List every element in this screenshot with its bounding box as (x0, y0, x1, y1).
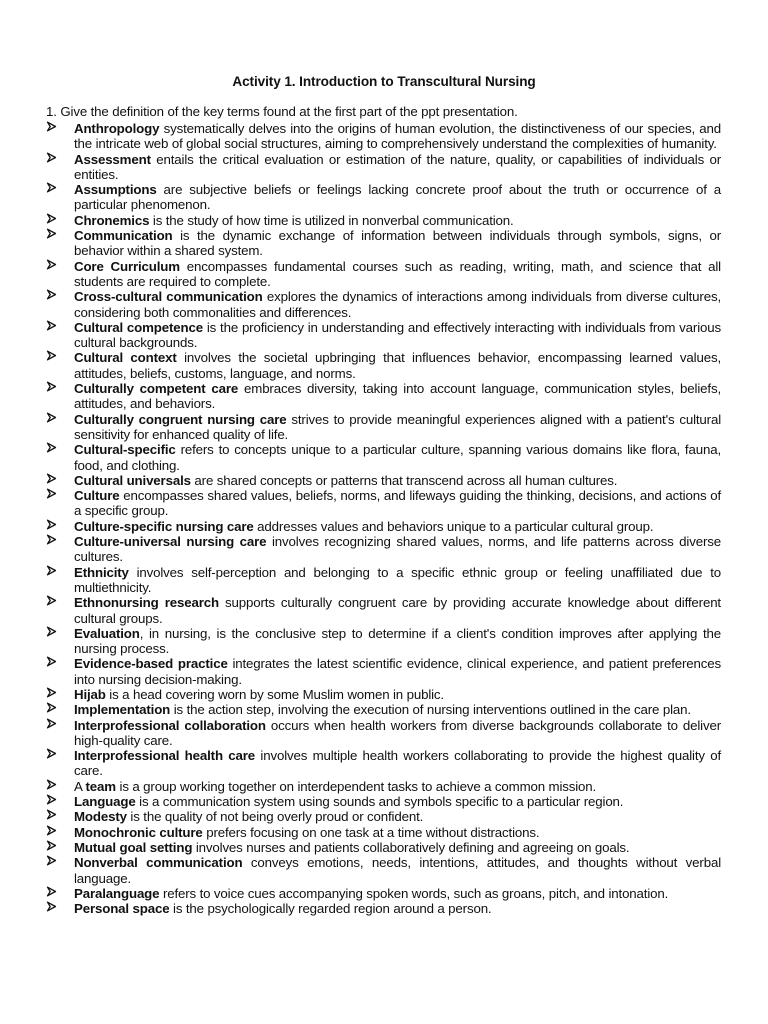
arrowhead-bullet-icon (46, 473, 60, 488)
arrowhead-bullet-icon (46, 825, 60, 840)
term-name: Evaluation (74, 625, 140, 641)
term-definition-text: are shared concepts or patterns that transcend across all human cultures. (190, 472, 618, 488)
term-name: Ethnicity (74, 564, 129, 580)
arrowhead-bullet-icon (46, 289, 60, 304)
term-definition-item (46, 412, 721, 443)
term-definition-item (46, 779, 721, 794)
term-definition-text: involves multiple health workers collaborating to provide the highest quality of care. (74, 748, 721, 779)
term-name: Anthropology (74, 121, 160, 136)
term-name: Modesty (74, 809, 127, 825)
term-definition-item (46, 626, 721, 657)
term-lead-text: A (74, 778, 86, 794)
term-definition-item (46, 595, 721, 626)
arrowhead-bullet-icon (46, 228, 60, 243)
term-definition-text: refers to concepts unique to a particular culture, spanning various domains like flora, fauna, food, and clothing. (74, 442, 721, 473)
document-title: Activity 1. Introduction to Transcultural Nursing (232, 74, 536, 89)
term-name: Cross-cultural communication (74, 289, 263, 305)
term-name: Ethnonursing research (74, 595, 219, 611)
term-name: Cultural-specific (74, 442, 176, 458)
term-definition-item (46, 855, 721, 886)
term-name: Evidence-based practice (74, 656, 228, 672)
term-definition-text: is the quality of not being overly proud or confident. (126, 809, 424, 825)
term-name: Communication (74, 228, 173, 244)
arrowhead-bullet-icon (46, 213, 60, 228)
term-definition-item (46, 809, 721, 824)
arrowhead-bullet-icon (46, 748, 60, 763)
arrowhead-bullet-icon (46, 718, 60, 733)
term-name: Mutual goal setting (74, 839, 193, 855)
term-definition-text: is a head covering worn by some Muslim women in public. (105, 686, 444, 702)
term-definition-item (46, 534, 721, 565)
term-definition-text: entails the critical evaluation or estimation of the nature, quality, or capabilities of individuals or entities. (74, 151, 721, 182)
term-definition-text: involves recognizing shared values, norms, and life patterns across diverse cultures. (74, 534, 721, 565)
term-name: team (85, 778, 116, 794)
term-name: Paralanguage (74, 885, 160, 901)
term-name: Nonverbal communication (74, 855, 243, 871)
arrowhead-bullet-icon (46, 488, 60, 503)
term-name: Culture (74, 488, 120, 504)
term-definition-text: is the proficiency in understanding and effectively interacting with individuals from various cultural backgrounds. (74, 319, 721, 351)
term-name: Assumptions (74, 182, 157, 198)
term-definition-text: is the psychologically regarded region around a person. (169, 901, 492, 917)
term-definition-item (46, 702, 721, 717)
term-name: Cultural competence (74, 319, 203, 335)
term-definition-text: is a group working together on interdependent tasks to achieve a common mission. (115, 778, 597, 794)
term-name: Assessment (74, 151, 151, 167)
term-name: Cultural context (74, 350, 177, 366)
arrowhead-bullet-icon (46, 794, 60, 809)
term-definition-text: is a communication system using sounds and symbols specific to a particular region. (135, 794, 624, 810)
term-name: Chronemics (74, 212, 150, 228)
term-definition-text: involves the societal upbringing that influences behavior, encompassing learned values, attitudes, beliefs, customs, language, and norms. (74, 350, 721, 381)
arrowhead-bullet-icon (46, 519, 60, 534)
term-name: Monochronic culture (74, 824, 203, 840)
term-definition-item (46, 886, 721, 901)
arrowhead-bullet-icon (46, 687, 60, 702)
term-definition-text: involves self-perception and belonging to a specific ethnic group or feeling unaffiliated due to multiethnicity. (74, 564, 721, 595)
arrowhead-bullet-icon (46, 182, 60, 197)
term-definition-text: explores the dynamics of interactions among individuals from diverse cultures, considering both commonalities and differences. (74, 289, 721, 320)
arrowhead-bullet-icon (46, 442, 60, 457)
term-definition-item (46, 473, 721, 488)
term-definition-item (46, 121, 721, 152)
term-name: Cultural universals (74, 472, 191, 488)
term-name: Culturally congruent nursing care (74, 411, 287, 427)
term-definition-text: is the action step, involving the execution of nursing interventions outlined in the care plan. (170, 702, 691, 718)
arrowhead-bullet-icon (46, 901, 60, 916)
term-definition-text: encompasses fundamental courses such as reading, writing, math, and science that all students are required to complete. (74, 258, 721, 289)
arrowhead-bullet-icon (46, 702, 60, 717)
arrowhead-bullet-icon (46, 259, 60, 274)
term-definition-item (46, 228, 721, 259)
term-name: Culture-specific nursing care (74, 518, 254, 534)
arrowhead-bullet-icon (46, 855, 60, 870)
term-definition-item (46, 182, 721, 213)
arrowhead-bullet-icon (46, 779, 60, 794)
arrowhead-bullet-icon (46, 626, 60, 641)
term-definition-item (46, 794, 721, 809)
term-definition-item (46, 565, 721, 596)
term-definition-text: systematically delves into the origins of human evolution, the distinctiveness of our species, and the intricate web of global social structures, aiming to comprehensively understand the complexities of humanity. (74, 121, 721, 152)
term-definition-item (46, 488, 721, 519)
term-definition-text: , in nursing, is the conclusive step to determine if a client's condition improves after applying the nursing process. (74, 625, 721, 657)
term-definition-item (46, 718, 721, 749)
term-definition-item (46, 320, 721, 351)
term-name: Core Curriculum (74, 258, 180, 274)
term-definition-text: encompasses shared values, beliefs, norms, and lifeways guiding the thinking, decisions, and actions of a specific group. (74, 488, 721, 519)
term-definition-text: involves nurses and patients collaboratively defining and agreeing on goals. (192, 839, 630, 855)
term-definition-item (46, 519, 721, 534)
term-definition-text: is the dynamic exchange of information between individuals through symbols, signs, or behavior within a shared system. (74, 228, 721, 259)
term-definition-item (46, 442, 721, 473)
term-definition-item (46, 152, 721, 183)
term-definition-item (46, 350, 721, 381)
arrowhead-bullet-icon (46, 320, 60, 335)
term-definition-item (46, 656, 721, 687)
arrowhead-bullet-icon (46, 565, 60, 580)
term-definition-item (46, 825, 721, 840)
term-definition-text: addresses values and behaviors unique to a particular cultural group. (253, 518, 654, 534)
term-definition-text: integrates the latest scientific evidence, clinical experience, and patient preferences into nursing decision-making. (74, 656, 721, 687)
arrowhead-bullet-icon (46, 809, 60, 824)
term-name: Interprofessional health care (74, 748, 256, 764)
term-list (46, 121, 721, 916)
arrowhead-bullet-icon (46, 152, 60, 167)
term-name: Language (74, 794, 136, 810)
term-definition-item (46, 901, 721, 916)
term-name: Hijab (74, 686, 106, 702)
term-name: Culturally competent care (74, 381, 239, 397)
term-definition-text: conveys emotions, needs, intentions, attitudes, and thoughts without verbal language. (74, 855, 721, 886)
term-definition-text: supports culturally congruent care by providing accurate knowledge about different cultural groups. (74, 595, 721, 626)
term-definition-item (46, 381, 721, 412)
term-definition-item (46, 289, 721, 320)
term-definition-text: is the study of how time is utilized in nonverbal communication. (149, 212, 514, 228)
arrowhead-bullet-icon (46, 595, 60, 610)
arrowhead-bullet-icon (46, 381, 60, 396)
term-definition-item (46, 748, 721, 779)
term-name: Interprofessional collaboration (74, 717, 266, 733)
term-definition-item (46, 213, 721, 228)
term-name: Culture-universal nursing care (74, 534, 267, 550)
term-definition-item (46, 687, 721, 702)
term-definition-text: prefers focusing on one task at a time without distractions. (202, 824, 540, 840)
term-definition-text: embraces diversity, taking into account language, communication styles, beliefs, attitudes, and behaviors. (74, 381, 721, 412)
term-definition-text: strives to provide meaningful experiences aligned with a patient's cultural sensitivity for enhanced quality of life. (74, 411, 722, 442)
arrowhead-bullet-icon (46, 412, 60, 427)
term-definition-text: occurs when health workers from diverse backgrounds collaborate to deliver high-quality care. (74, 717, 722, 748)
arrowhead-bullet-icon (46, 656, 60, 671)
arrowhead-bullet-icon (46, 350, 60, 365)
term-definition-text: are subjective beliefs or feelings lacking concrete proof about the truth or occurrence of a particular phenomenon. (74, 182, 721, 213)
term-definition-text: refers to voice cues accompanying spoken words, such as groans, pitch, and intonation. (159, 885, 669, 901)
arrowhead-bullet-icon (46, 886, 60, 901)
term-definition-item (46, 840, 721, 855)
arrowhead-bullet-icon (46, 840, 60, 855)
arrowhead-bullet-icon (46, 534, 60, 549)
arrowhead-bullet-icon (46, 121, 60, 136)
question-prompt: 1. Give the definition of the key terms found at the first part of the ppt presentation. (46, 104, 518, 119)
term-definition-item (46, 259, 721, 290)
term-name: Personal space (74, 901, 170, 917)
term-name: Implementation (74, 702, 171, 718)
